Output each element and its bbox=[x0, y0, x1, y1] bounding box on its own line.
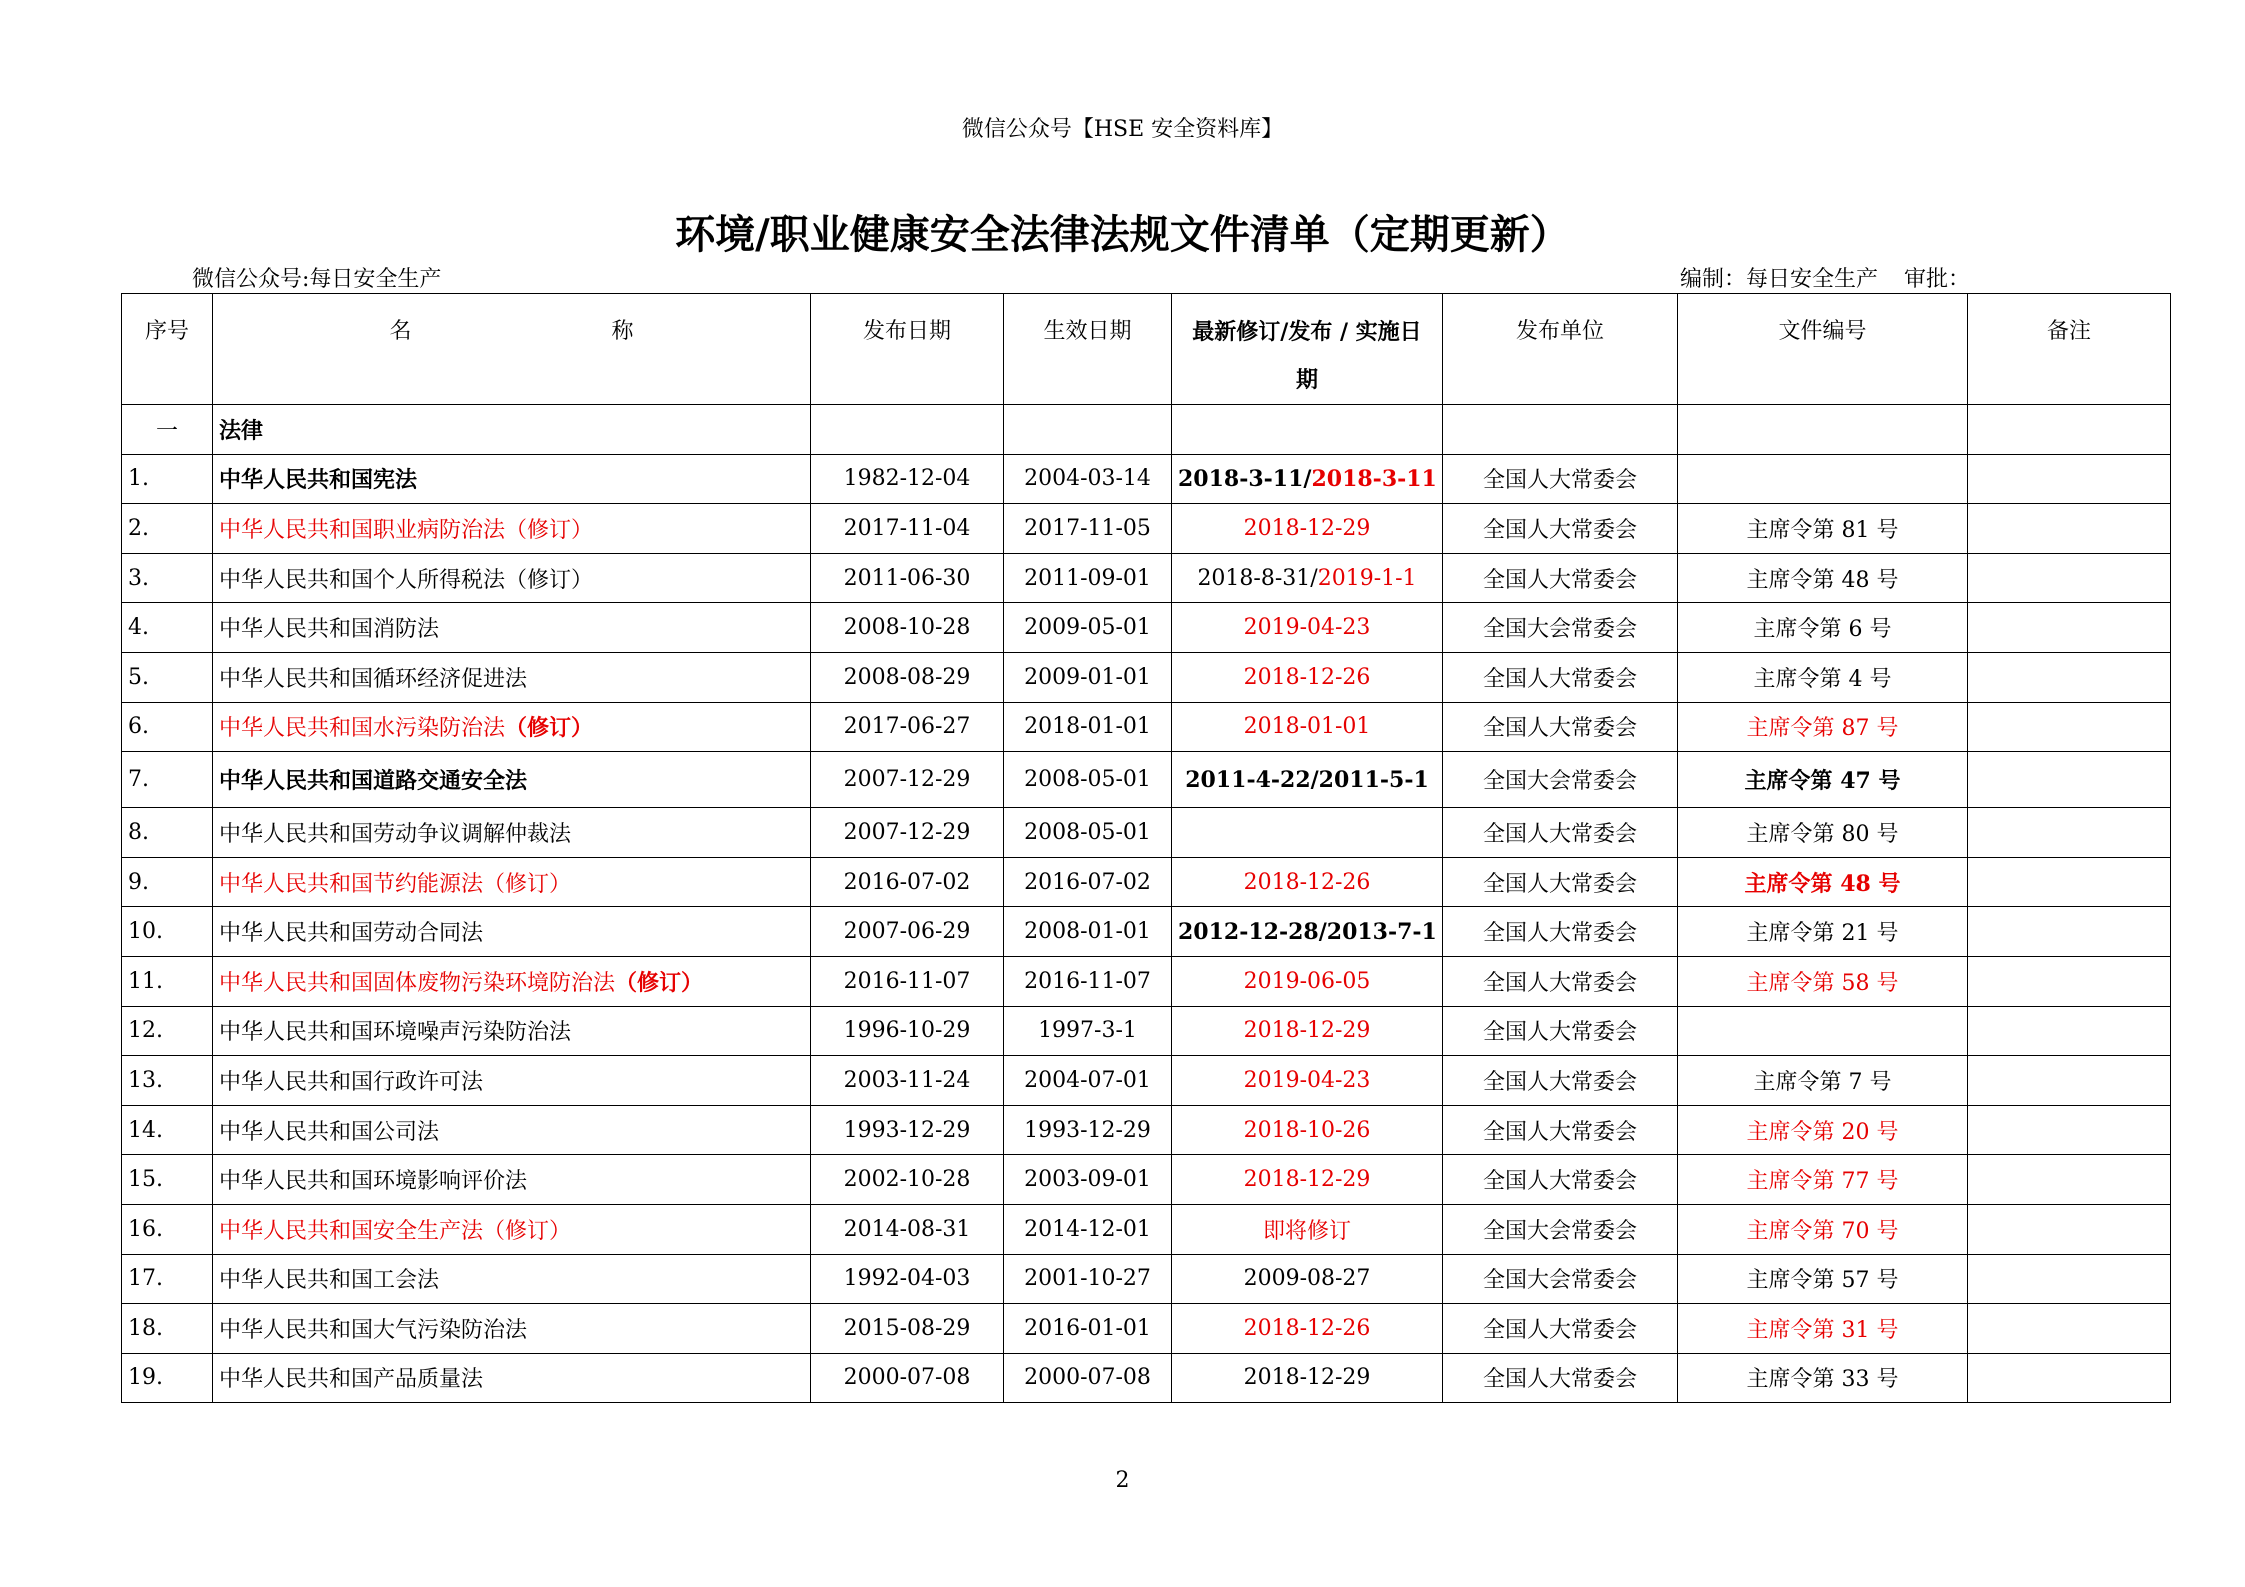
row-revised-date bbox=[1172, 1204, 1443, 1254]
row-revised-red-text: 2018-3-11 bbox=[1311, 465, 1437, 492]
row-publish-date: 2003-11-24 bbox=[811, 1056, 1004, 1106]
table-row bbox=[122, 1304, 2171, 1354]
row-issuer: 全国人大常委会 bbox=[1443, 702, 1678, 752]
row-name-text: 中华人民共和国劳动合同法 bbox=[219, 921, 484, 947]
row-effective-date: 2018-01-01 bbox=[1004, 702, 1172, 752]
row-revised-date bbox=[1172, 1105, 1443, 1155]
row-revised-red-text: 2018-12-26 bbox=[1243, 869, 1371, 895]
row-name-text: 中华人民共和国职业病防治法（修订） bbox=[219, 517, 594, 543]
row-name bbox=[213, 1304, 811, 1354]
row-revised-date bbox=[1172, 454, 1443, 504]
row-publish-date: 2016-11-07 bbox=[811, 956, 1004, 1006]
row-revised-text: 2012-12-28/2013-7-1 bbox=[1178, 918, 1437, 945]
row-name-text: 中华人民共和国行政许可法 bbox=[219, 1069, 484, 1095]
row-issuer: 全国人大常委会 bbox=[1443, 956, 1678, 1006]
row-revised-red-text: 2018-01-01 bbox=[1243, 714, 1371, 740]
col-effective-header: 生效日期 bbox=[1004, 294, 1172, 405]
row-seq: 6. bbox=[122, 702, 213, 752]
col-seq-header: 序号 bbox=[122, 294, 213, 405]
row-name-text: 中华人民共和国环境影响评价法 bbox=[219, 1169, 528, 1195]
table-row bbox=[122, 652, 2171, 702]
row-remark bbox=[1968, 1353, 2171, 1403]
row-revised-red-text: 2019-04-23 bbox=[1243, 1067, 1371, 1093]
row-issuer: 全国人大常委会 bbox=[1443, 857, 1678, 907]
row-doc-number: 主席令第 48 号 bbox=[1678, 857, 1968, 907]
row-name bbox=[213, 702, 811, 752]
row-revised-red-text: 2018-12-29 bbox=[1243, 515, 1371, 541]
document-title: 环境/职业健康安全法律法规文件清单（定期更新） bbox=[675, 211, 1570, 258]
table-row bbox=[122, 702, 2171, 752]
row-issuer: 全国人大常委会 bbox=[1443, 1006, 1678, 1056]
row-name-text: 中华人民共和国公司法 bbox=[219, 1119, 440, 1145]
table-row bbox=[122, 1353, 2171, 1403]
row-publish-date: 2002-10-28 bbox=[811, 1155, 1004, 1205]
empty-cell bbox=[1172, 405, 1443, 455]
row-doc-number: 主席令第 80 号 bbox=[1678, 808, 1968, 858]
row-publish-date: 2008-08-29 bbox=[811, 652, 1004, 702]
row-seq: 16. bbox=[122, 1204, 213, 1254]
row-issuer: 全国人大常委会 bbox=[1443, 504, 1678, 554]
row-remark bbox=[1968, 1304, 2171, 1354]
row-seq: 12. bbox=[122, 1006, 213, 1056]
row-effective-date: 2009-05-01 bbox=[1004, 603, 1172, 653]
row-effective-date: 2009-01-01 bbox=[1004, 652, 1172, 702]
row-revised-text: 2018-3-11/ bbox=[1178, 465, 1312, 492]
row-effective-date: 2008-01-01 bbox=[1004, 907, 1172, 957]
row-effective-date: 2003-09-01 bbox=[1004, 1155, 1172, 1205]
row-seq: 13. bbox=[122, 1056, 213, 1106]
row-publish-date: 2007-12-29 bbox=[811, 808, 1004, 858]
row-revised-red-text: 2019-06-05 bbox=[1243, 968, 1371, 994]
row-revised-date bbox=[1172, 652, 1443, 702]
row-remark bbox=[1968, 1105, 2171, 1155]
row-publish-date: 2014-08-31 bbox=[811, 1204, 1004, 1254]
row-revised-date bbox=[1172, 1155, 1443, 1205]
row-doc-number: 主席令第 87 号 bbox=[1678, 702, 1968, 752]
row-publish-date: 2007-06-29 bbox=[811, 907, 1004, 957]
meta-editor-approval bbox=[1680, 262, 1996, 293]
row-publish-date: 2016-07-02 bbox=[811, 857, 1004, 907]
row-remark bbox=[1968, 454, 2171, 504]
row-revised-text: 2009-08-27 bbox=[1243, 1266, 1371, 1292]
row-revised-red-text: 2018-12-29 bbox=[1243, 1167, 1371, 1193]
row-name bbox=[213, 1006, 811, 1056]
row-issuer: 全国大会常委会 bbox=[1443, 1254, 1678, 1304]
meta-editor: 编制：每日安全生产 bbox=[1680, 267, 1879, 292]
table-row bbox=[122, 603, 2171, 653]
row-remark bbox=[1968, 652, 2171, 702]
row-doc-number: 主席令第 31 号 bbox=[1678, 1304, 1968, 1354]
table-row bbox=[122, 1105, 2171, 1155]
row-revised-date bbox=[1172, 907, 1443, 957]
row-name bbox=[213, 553, 811, 603]
row-name bbox=[213, 907, 811, 957]
row-name-suffix: （修订） bbox=[615, 969, 704, 996]
row-name bbox=[213, 1105, 811, 1155]
row-effective-date: 2004-07-01 bbox=[1004, 1056, 1172, 1106]
row-publish-date: 1982-12-04 bbox=[811, 454, 1004, 504]
row-name bbox=[213, 1353, 811, 1403]
section-seq: 一 bbox=[122, 405, 213, 455]
row-publish-date: 2015-08-29 bbox=[811, 1304, 1004, 1354]
row-effective-date: 2016-07-02 bbox=[1004, 857, 1172, 907]
row-issuer: 全国大会常委会 bbox=[1443, 752, 1678, 808]
col-publish-header: 发布日期 bbox=[811, 294, 1004, 405]
laws-table bbox=[121, 293, 2171, 1403]
row-name bbox=[213, 504, 811, 554]
row-doc-number: 主席令第 21 号 bbox=[1678, 907, 1968, 957]
row-name bbox=[213, 808, 811, 858]
row-revised-date bbox=[1172, 1304, 1443, 1354]
row-name-text: 中华人民共和国水污染防治法 bbox=[219, 716, 506, 742]
row-doc-number: 主席令第 70 号 bbox=[1678, 1204, 1968, 1254]
row-remark bbox=[1968, 1155, 2171, 1205]
row-effective-date: 1993-12-29 bbox=[1004, 1105, 1172, 1155]
row-seq: 9. bbox=[122, 857, 213, 907]
table-header-row bbox=[122, 294, 2171, 405]
row-issuer: 全国人大常委会 bbox=[1443, 1155, 1678, 1205]
row-name-text: 中华人民共和国个人所得税法（修订） bbox=[219, 567, 594, 593]
col-issuer-header: 发布单位 bbox=[1443, 294, 1678, 405]
row-revised-text: 2018-12-29 bbox=[1243, 1365, 1371, 1391]
table-row bbox=[122, 1204, 2171, 1254]
row-remark bbox=[1968, 1204, 2171, 1254]
empty-cell bbox=[1678, 405, 1968, 455]
row-seq: 1. bbox=[122, 454, 213, 504]
row-remark bbox=[1968, 907, 2171, 957]
row-revised-date bbox=[1172, 603, 1443, 653]
table-row bbox=[122, 1254, 2171, 1304]
section-row bbox=[122, 405, 2171, 455]
row-revised-date bbox=[1172, 1006, 1443, 1056]
row-publish-date: 2000-07-08 bbox=[811, 1353, 1004, 1403]
row-effective-date: 2017-11-05 bbox=[1004, 504, 1172, 554]
row-revised-date bbox=[1172, 504, 1443, 554]
section-name: 法律 bbox=[213, 405, 811, 455]
row-publish-date: 1996-10-29 bbox=[811, 1006, 1004, 1056]
row-publish-date: 2007-12-29 bbox=[811, 752, 1004, 808]
row-seq: 7. bbox=[122, 752, 213, 808]
table-row bbox=[122, 808, 2171, 858]
row-issuer: 全国人大常委会 bbox=[1443, 1056, 1678, 1106]
row-issuer: 全国人大常委会 bbox=[1443, 652, 1678, 702]
table-row bbox=[122, 752, 2171, 808]
row-name bbox=[213, 1155, 811, 1205]
row-revised-date bbox=[1172, 1056, 1443, 1106]
table-row bbox=[122, 1056, 2171, 1106]
row-effective-date: 2011-09-01 bbox=[1004, 553, 1172, 603]
col-name-header-b: 称 bbox=[611, 319, 634, 344]
table-row bbox=[122, 1155, 2171, 1205]
row-revised-date bbox=[1172, 956, 1443, 1006]
row-revised-red-text: 即将修订 bbox=[1262, 1218, 1351, 1244]
table-row bbox=[122, 1006, 2171, 1056]
row-seq: 19. bbox=[122, 1353, 213, 1403]
row-name-text: 中华人民共和国节约能源法（修订） bbox=[219, 871, 572, 897]
empty-cell bbox=[1968, 405, 2171, 455]
row-issuer: 全国人大常委会 bbox=[1443, 1304, 1678, 1354]
row-seq: 17. bbox=[122, 1254, 213, 1304]
row-revised-red-text: 2018-12-29 bbox=[1243, 1018, 1371, 1044]
row-remark bbox=[1968, 504, 2171, 554]
col-docno-header: 文件编号 bbox=[1678, 294, 1968, 405]
row-doc-number bbox=[1678, 454, 1968, 504]
table-row bbox=[122, 454, 2171, 504]
row-revised-date bbox=[1172, 752, 1443, 808]
row-publish-date: 1992-04-03 bbox=[811, 1254, 1004, 1304]
row-doc-number: 主席令第 58 号 bbox=[1678, 956, 1968, 1006]
row-name bbox=[213, 857, 811, 907]
row-remark bbox=[1968, 956, 2171, 1006]
empty-cell bbox=[1443, 405, 1678, 455]
row-seq: 18. bbox=[122, 1304, 213, 1354]
row-revised-date bbox=[1172, 857, 1443, 907]
row-remark bbox=[1968, 752, 2171, 808]
row-issuer: 全国人大常委会 bbox=[1443, 454, 1678, 504]
table-row bbox=[122, 553, 2171, 603]
row-name-text: 中华人民共和国大气污染防治法 bbox=[219, 1317, 528, 1343]
row-name bbox=[213, 603, 811, 653]
col-remark-header: 备注 bbox=[1968, 294, 2171, 405]
row-name-text: 中华人民共和国产品质量法 bbox=[219, 1367, 484, 1393]
row-doc-number: 主席令第 48 号 bbox=[1678, 553, 1968, 603]
row-doc-number: 主席令第 7 号 bbox=[1678, 1056, 1968, 1106]
row-effective-date: 2000-07-08 bbox=[1004, 1353, 1172, 1403]
page-number: 2 bbox=[1115, 1468, 1130, 1493]
row-effective-date: 2008-05-01 bbox=[1004, 808, 1172, 858]
row-revised-date bbox=[1172, 1353, 1443, 1403]
row-name bbox=[213, 956, 811, 1006]
table-row bbox=[122, 956, 2171, 1006]
row-name-suffix: （修订） bbox=[505, 715, 594, 742]
row-seq: 11. bbox=[122, 956, 213, 1006]
row-seq: 2. bbox=[122, 504, 213, 554]
row-revised-red-text: 2018-10-26 bbox=[1243, 1117, 1371, 1143]
row-issuer: 全国大会常委会 bbox=[1443, 603, 1678, 653]
row-remark bbox=[1968, 702, 2171, 752]
row-issuer: 全国人大常委会 bbox=[1443, 808, 1678, 858]
row-effective-date: 2016-11-07 bbox=[1004, 956, 1172, 1006]
meta-source: 微信公众号:每日安全生产 bbox=[192, 267, 442, 292]
empty-cell bbox=[1004, 405, 1172, 455]
col-name-header bbox=[213, 294, 811, 405]
row-issuer: 全国人大常委会 bbox=[1443, 1353, 1678, 1403]
row-doc-number: 主席令第 77 号 bbox=[1678, 1155, 1968, 1205]
row-seq: 4. bbox=[122, 603, 213, 653]
row-name bbox=[213, 1056, 811, 1106]
row-name-text: 中华人民共和国消防法 bbox=[219, 617, 440, 643]
row-name-text: 中华人民共和国工会法 bbox=[219, 1268, 440, 1294]
row-revised-red-text: 2018-12-26 bbox=[1243, 664, 1371, 690]
row-name-text: 中华人民共和国安全生产法（修订） bbox=[219, 1218, 572, 1244]
row-remark bbox=[1968, 553, 2171, 603]
row-revised-red-text: 2019-04-23 bbox=[1243, 615, 1371, 641]
row-name-text: 中华人民共和国道路交通安全法 bbox=[219, 768, 528, 795]
row-seq: 14. bbox=[122, 1105, 213, 1155]
empty-cell bbox=[811, 405, 1004, 455]
row-doc-number: 主席令第 6 号 bbox=[1678, 603, 1968, 653]
row-doc-number: 主席令第 81 号 bbox=[1678, 504, 1968, 554]
row-remark bbox=[1968, 1056, 2171, 1106]
row-doc-number bbox=[1678, 1006, 1968, 1056]
row-revised-red-text: 2019-1-1 bbox=[1317, 565, 1417, 591]
row-revised-red-text: 2018-12-26 bbox=[1243, 1315, 1371, 1341]
table-row bbox=[122, 907, 2171, 957]
row-remark bbox=[1968, 1006, 2171, 1056]
row-seq: 8. bbox=[122, 808, 213, 858]
row-revised-text: 2018-8-31/ bbox=[1197, 565, 1318, 591]
row-seq: 15. bbox=[122, 1155, 213, 1205]
row-remark bbox=[1968, 1254, 2171, 1304]
row-name bbox=[213, 752, 811, 808]
row-name-text: 中华人民共和国循环经济促进法 bbox=[219, 666, 528, 692]
row-doc-number: 主席令第 20 号 bbox=[1678, 1105, 1968, 1155]
row-seq: 5. bbox=[122, 652, 213, 702]
row-remark bbox=[1968, 857, 2171, 907]
row-effective-date: 1997-3-1 bbox=[1004, 1006, 1172, 1056]
row-name-text: 中华人民共和国环境噪声污染防治法 bbox=[219, 1020, 572, 1046]
row-name bbox=[213, 454, 811, 504]
row-revised-date bbox=[1172, 1254, 1443, 1304]
row-publish-date: 2017-11-04 bbox=[811, 504, 1004, 554]
row-effective-date: 2004-03-14 bbox=[1004, 454, 1172, 504]
row-issuer: 全国人大常委会 bbox=[1443, 1105, 1678, 1155]
row-effective-date: 2008-05-01 bbox=[1004, 752, 1172, 808]
col-revised-header: 最新修订/发布 / 实施日期 bbox=[1172, 294, 1443, 405]
col-name-header-a: 名 bbox=[389, 319, 412, 344]
row-remark bbox=[1968, 603, 2171, 653]
row-doc-number: 主席令第 57 号 bbox=[1678, 1254, 1968, 1304]
row-issuer: 全国人大常委会 bbox=[1443, 907, 1678, 957]
row-name bbox=[213, 652, 811, 702]
row-publish-date: 2017-06-27 bbox=[811, 702, 1004, 752]
row-effective-date: 2001-10-27 bbox=[1004, 1254, 1172, 1304]
table-row bbox=[122, 857, 2171, 907]
row-revised-date bbox=[1172, 702, 1443, 752]
meta-approval: 审批： bbox=[1904, 267, 1971, 292]
row-publish-date: 2008-10-28 bbox=[811, 603, 1004, 653]
row-remark bbox=[1968, 808, 2171, 858]
row-name bbox=[213, 1254, 811, 1304]
row-name-text: 中华人民共和国固体废物污染环境防治法 bbox=[219, 970, 616, 996]
row-name-text: 中华人民共和国劳动争议调解仲裁法 bbox=[219, 821, 572, 847]
row-effective-date: 2014-12-01 bbox=[1004, 1204, 1172, 1254]
row-name bbox=[213, 1204, 811, 1254]
row-publish-date: 1993-12-29 bbox=[811, 1105, 1004, 1155]
row-seq: 10. bbox=[122, 907, 213, 957]
row-seq: 3. bbox=[122, 553, 213, 603]
row-publish-date: 2011-06-30 bbox=[811, 553, 1004, 603]
row-revised-text: 2011-4-22/2011-5-1 bbox=[1185, 766, 1429, 793]
row-revised-date bbox=[1172, 553, 1443, 603]
row-revised-date bbox=[1172, 808, 1443, 858]
header-note: 微信公众号【HSE 安全资料库】 bbox=[961, 117, 1284, 142]
row-doc-number: 主席令第 4 号 bbox=[1678, 652, 1968, 702]
row-name-text: 中华人民共和国宪法 bbox=[219, 467, 418, 494]
row-effective-date: 2016-01-01 bbox=[1004, 1304, 1172, 1354]
row-issuer: 全国人大常委会 bbox=[1443, 553, 1678, 603]
row-doc-number: 主席令第 33 号 bbox=[1678, 1353, 1968, 1403]
table-row bbox=[122, 504, 2171, 554]
row-issuer: 全国大会常委会 bbox=[1443, 1204, 1678, 1254]
row-doc-number: 主席令第 47 号 bbox=[1678, 752, 1968, 808]
